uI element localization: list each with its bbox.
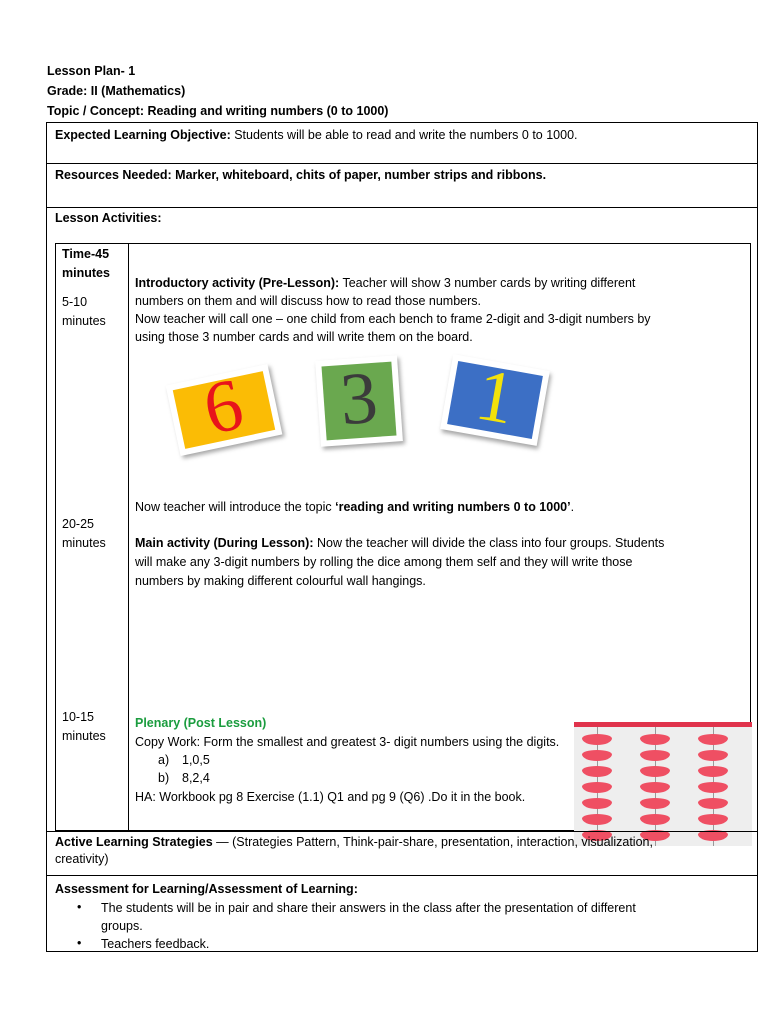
heart-shape — [698, 734, 728, 745]
topic-pre: Now teacher will introduce the topic — [135, 500, 336, 514]
main-line-3: numbers by making different colourful wall hangings. — [135, 574, 426, 588]
item-marker: b) — [158, 771, 170, 785]
main-text: Now the teacher will divide the class into four groups. Students — [313, 536, 665, 550]
bullet-icon: • — [77, 900, 82, 914]
homework: HA: Workbook pg 8 Exercise (1.1) Q1 and pg 9 (Q6) .Do it in the book. — [135, 790, 526, 804]
grade-line: Grade: II (Mathematics) — [47, 84, 186, 98]
time-plenary-unit: minutes — [62, 729, 106, 743]
lesson-activities-label: Lesson Activities: — [55, 211, 162, 225]
main-label: Main activity (During Lesson): — [135, 536, 314, 550]
time-intro: 5-10 — [62, 295, 88, 309]
main-line-1 — [135, 534, 664, 552]
wall-hanging-image — [574, 722, 752, 846]
objective-row — [55, 126, 578, 144]
lesson-plan-title: Lesson Plan- 1 — [47, 64, 136, 78]
card-digit: 3 — [337, 356, 381, 442]
strategies-line-1 — [55, 833, 653, 851]
row-divider — [47, 831, 757, 832]
topic-post: . — [570, 500, 575, 514]
heart-shape — [640, 766, 670, 777]
topic-intro — [135, 498, 574, 516]
time-intro-unit: minutes — [62, 314, 106, 328]
heart-shape — [582, 782, 612, 793]
intro-line-2: numbers on them and will discuss how to read those numbers. — [135, 294, 482, 308]
intro-text: Teacher will show 3 number cards by writing different — [339, 276, 636, 290]
plenary-label: Plenary (Post Lesson) — [135, 716, 267, 730]
heart-shape — [582, 798, 612, 809]
card-digit: 1 — [470, 353, 521, 441]
card-digit: 6 — [196, 363, 250, 452]
number-card-1 — [440, 354, 550, 446]
main-line-2: will make any 3-digit numbers by rolling the dice among them self and they will write those — [135, 555, 633, 569]
heart-shape — [640, 798, 670, 809]
assessment-bullet-1a: The students will be in pair and share their answers in the class after the presentation of different — [101, 901, 636, 915]
activities-table — [55, 243, 751, 831]
item-marker: a) — [158, 753, 170, 767]
objective-label: Expected Learning Objective: — [55, 128, 231, 142]
time-main: 20-25 — [62, 517, 94, 531]
resources-row: Resources Needed: Marker, whiteboard, chits of paper, number strips and ribbons. — [55, 168, 547, 182]
heart-shape — [640, 734, 670, 745]
heart-shape — [640, 750, 670, 761]
column-divider — [128, 244, 129, 830]
assessment-bullet-1b: groups. — [101, 919, 143, 933]
time-main-unit: minutes — [62, 536, 106, 550]
heart-shape — [582, 766, 612, 777]
number-card-6 — [166, 364, 283, 456]
number-card-3 — [315, 355, 403, 447]
strategies-text: — (Strategies Pattern, Think-pair-share, presentation, interaction, visualization, — [212, 835, 653, 849]
row-divider — [47, 163, 757, 164]
heart-shape — [698, 750, 728, 761]
topic-bold: ‘reading and writing numbers 0 to 1000’ — [335, 500, 571, 514]
item-text: 1,0,5 — [182, 753, 210, 767]
heart-shape — [640, 782, 670, 793]
row-divider — [47, 875, 757, 876]
objective-text: Students will be able to read and write the numbers 0 to 1000. — [230, 128, 578, 142]
heart-shape — [582, 750, 612, 761]
strategies-label: Active Learning Strategies — [55, 835, 213, 849]
time-total: Time-45 — [62, 247, 110, 261]
bullet-icon: • — [77, 936, 82, 950]
assessment-bullet-2: Teachers feedback. — [101, 937, 210, 951]
topic-line: Topic / Concept: Reading and writing numbers (0 to 1000) — [47, 104, 389, 118]
heart-shape — [640, 814, 670, 825]
copy-work: Copy Work: Form the smallest and greatest 3- digit numbers using the digits. — [135, 735, 560, 749]
row-divider — [47, 207, 757, 208]
intro-line-4: using those 3 number cards and will write them on the board. — [135, 330, 473, 344]
time-plenary: 10-15 — [62, 710, 94, 724]
intro-line-1 — [135, 274, 635, 292]
list-item — [158, 769, 210, 787]
intro-label: Introductory activity (Pre-Lesson): — [135, 276, 340, 290]
heart-shape — [698, 814, 728, 825]
heart-shape — [698, 782, 728, 793]
list-item — [158, 751, 210, 769]
item-text: 8,2,4 — [182, 771, 210, 785]
heart-shape — [698, 798, 728, 809]
heart-shape — [582, 734, 612, 745]
intro-line-3: Now teacher will call one – one child from each bench to frame 2-digit and 3-digit numbers by — [135, 312, 651, 326]
strategies-line-2: creativity) — [55, 852, 109, 866]
lesson-table — [46, 122, 758, 952]
heart-shape — [582, 814, 612, 825]
time-total-unit: minutes — [62, 266, 110, 280]
assessment-label: Assessment for Learning/Assessment of Learning: — [55, 882, 358, 896]
ribbon-strip — [574, 722, 752, 727]
heart-shape — [698, 766, 728, 777]
